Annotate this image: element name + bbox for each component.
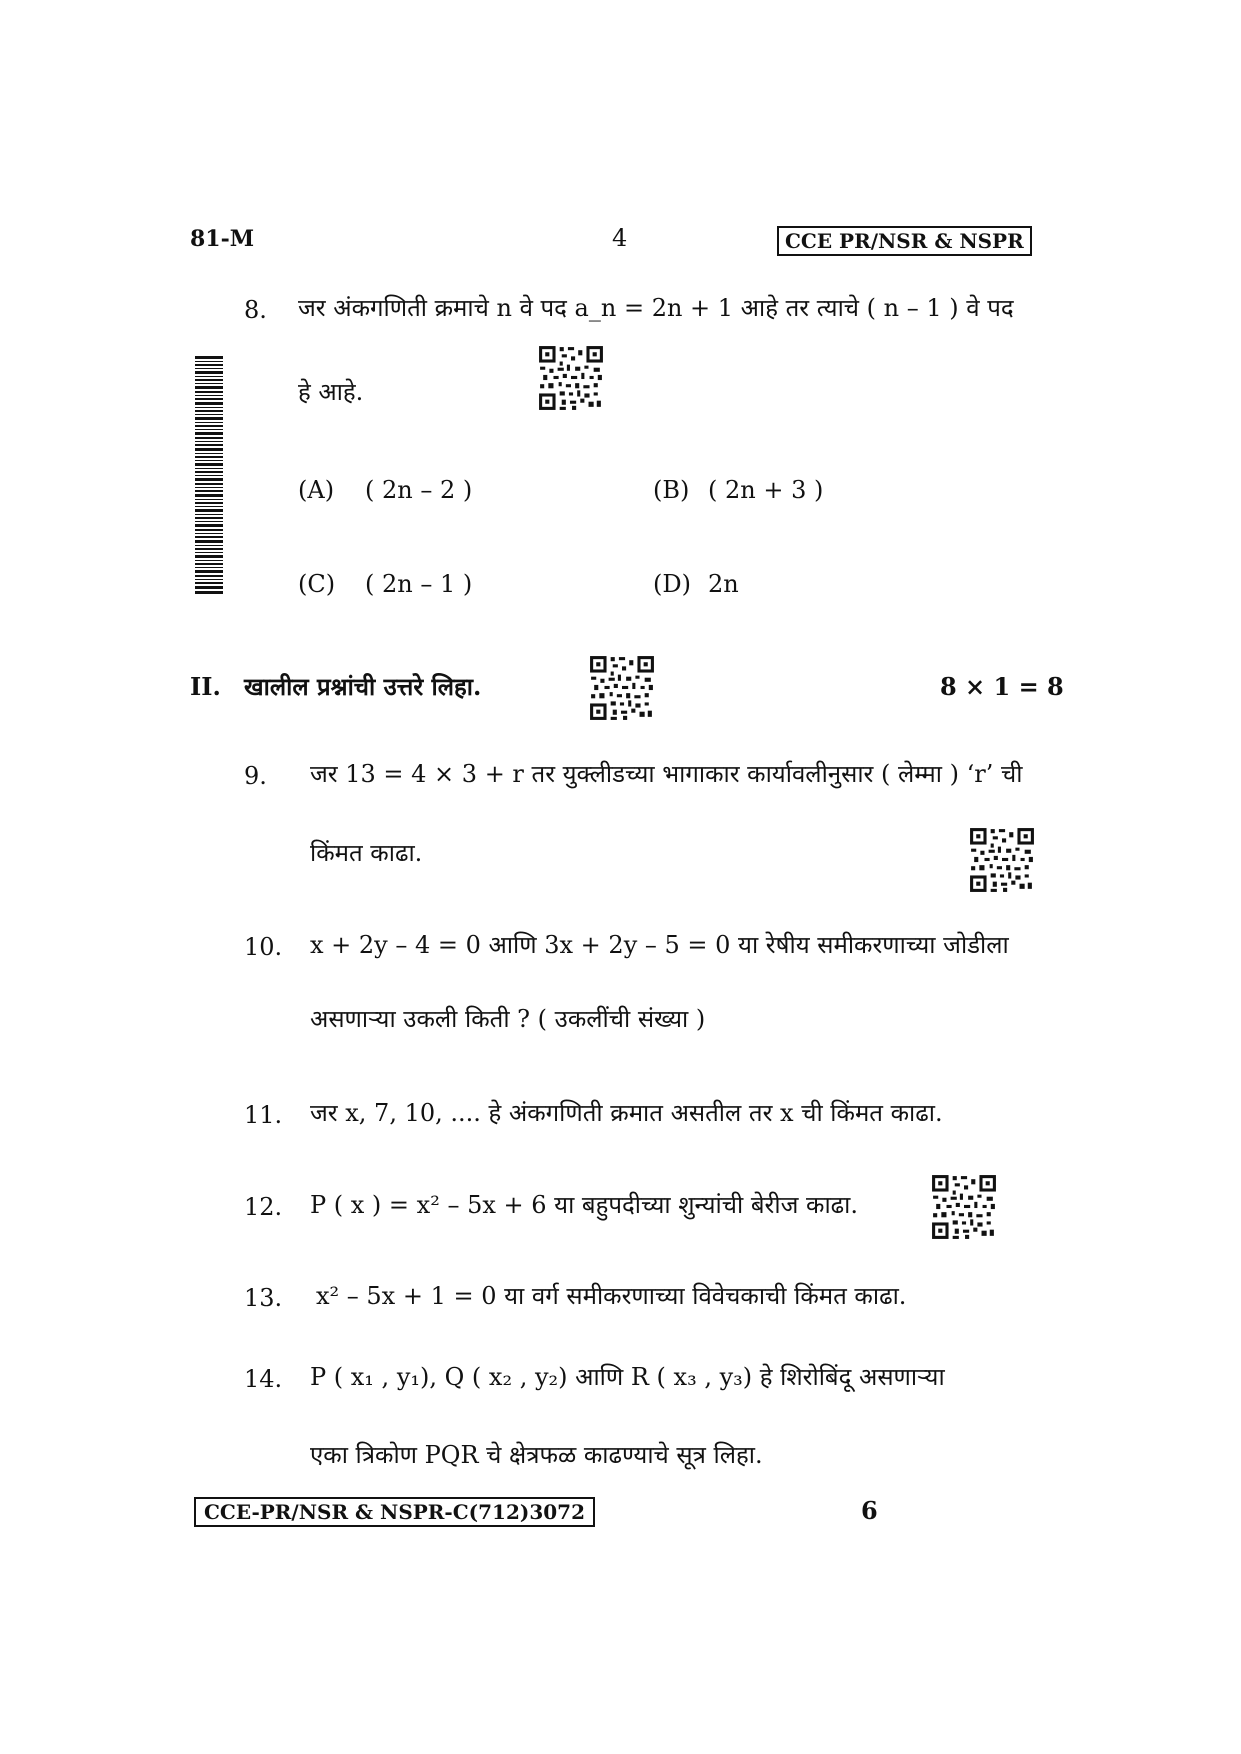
question-8-line2: हे आहे. — [298, 378, 364, 406]
question-12-line1: P ( x ) = x² – 5x + 6 या बहुपदीच्या शुन्यांची बेरीज काढा. — [310, 1191, 859, 1219]
qr-code-image — [537, 344, 605, 412]
option-label: (C) — [298, 570, 336, 598]
question-10-line2: असणाऱ्या उकली किती ? ( उकलींची संख्या ) — [310, 1005, 706, 1033]
option-text: ( 2n + 3 ) — [708, 476, 824, 504]
qr-code-image — [588, 654, 656, 722]
barcode-image — [195, 356, 223, 594]
paper-code: 81-M — [190, 226, 255, 252]
question-10-line1: x + 2y – 4 = 0 आणि 3x + 2y – 5 = 0 या रेषीय समीकरणाच्या जोडीला — [310, 931, 1009, 959]
page-number: 4 — [612, 224, 628, 252]
footer-code-box: CCE-PR/NSR & NSPR-C(712)3072 — [194, 1497, 595, 1527]
question-11-line1: जर x, 7, 10, .... हे अंकगणिती क्रमात असतील तर x ची किंमत काढा. — [310, 1099, 943, 1127]
question-9-line1: जर 13 = 4 × 3 + r तर युक्लीडच्या भागाकार कार्यावलीनुसार ( लेम्मा ) ‘r’ ची — [310, 760, 1023, 788]
question-number: 14. — [244, 1365, 283, 1393]
footer-page-number: 6 — [861, 1496, 878, 1525]
question-number: 10. — [244, 933, 283, 961]
option-text: 2n — [708, 570, 739, 598]
question-14-line1: P ( x₁ , y₁), Q ( x₂ , y₂) आणि R ( x₃ , y₃) हे शिरोबिंदू असणाऱ्या — [310, 1363, 945, 1391]
option-label: (A) — [298, 476, 335, 504]
option-text: ( 2n – 2 ) — [365, 476, 473, 504]
question-number: 8. — [244, 296, 267, 324]
question-14-line2: एका त्रिकोण PQR चे क्षेत्रफळ काढण्याचे सूत्र लिहा. — [310, 1441, 763, 1469]
question-number: 9. — [244, 762, 267, 790]
question-8-line1: जर अंकगणिती क्रमाचे n वे पद a_n = 2n + 1 आहे तर त्याचे ( n – 1 ) वे पद — [298, 294, 1014, 322]
section-title: खालील प्रश्नांची उत्तरे लिहा. — [244, 672, 482, 701]
option-label: (B) — [653, 476, 690, 504]
section-number: II. — [190, 672, 221, 701]
question-9-line2: किंमत काढा. — [310, 839, 423, 867]
section-marks: 8 × 1 = 8 — [940, 672, 1064, 701]
series-code-box: CCE PR/NSR & NSPR — [777, 226, 1032, 256]
question-number: 13. — [244, 1284, 283, 1312]
option-text: ( 2n – 1 ) — [365, 570, 473, 598]
qr-code-image — [968, 826, 1036, 894]
question-13-line1: x² – 5x + 1 = 0 या वर्ग समीकरणाच्या विवेचकाची किंमत काढा. — [316, 1282, 907, 1310]
question-number: 11. — [244, 1101, 283, 1129]
qr-code-image — [930, 1173, 998, 1241]
question-number: 12. — [244, 1193, 283, 1221]
option-label: (D) — [653, 570, 691, 598]
